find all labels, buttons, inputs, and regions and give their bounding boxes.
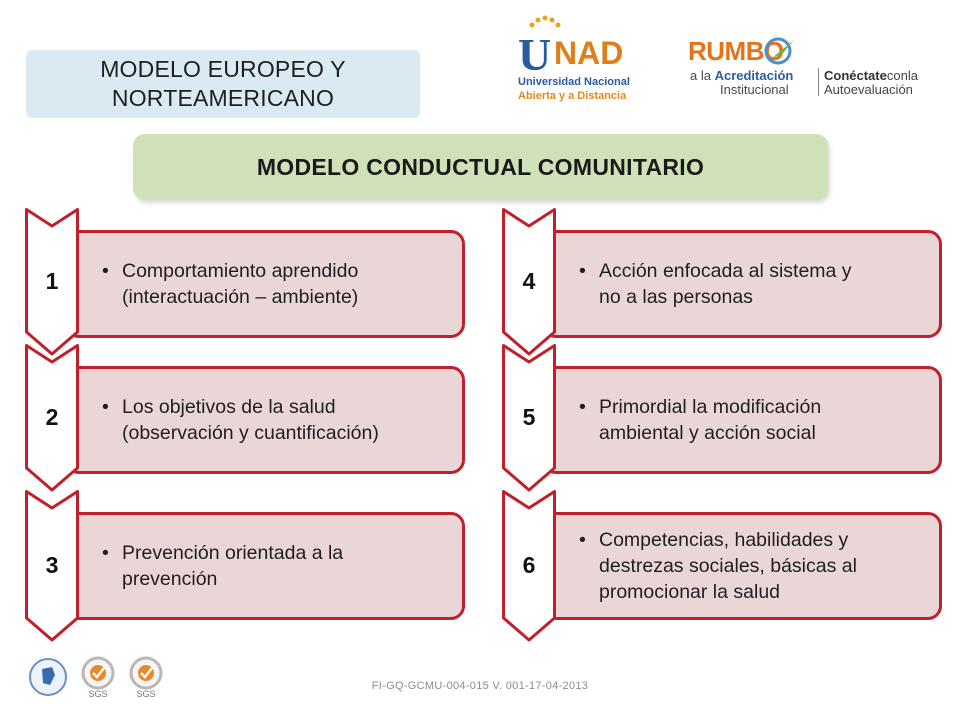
step-text-box [65, 230, 465, 338]
step-bullet-list [102, 394, 379, 446]
step-bullet [579, 527, 857, 605]
step-item-4 [502, 208, 942, 316]
step-text-box [65, 512, 465, 620]
step-number: 3 [45, 552, 59, 578]
step-text-box [65, 366, 465, 474]
sgs-label-1: SGS [88, 689, 108, 699]
rumbo-right2: Autoevaluación [824, 82, 913, 97]
step-number: 4 [522, 268, 536, 294]
step-text-line: destrezas sociales, básicas al [599, 555, 857, 577]
step-bullet-list [579, 394, 821, 446]
step-item-3 [25, 490, 465, 598]
step-text-line: ambiental y acción social [599, 422, 816, 444]
step-text-line: • Competencias, habilidades y [599, 529, 849, 551]
unad-line2: Abierta y a Distancia [518, 90, 627, 102]
step-item-1 [25, 208, 465, 316]
step-text-box [542, 366, 942, 474]
step-bullet-list [579, 258, 852, 310]
step-bullet [102, 258, 358, 310]
unad-line1: Universidad Nacional [518, 76, 630, 88]
step-bullet [579, 394, 821, 446]
step-text-box [542, 512, 942, 620]
rumbo-line1 [690, 68, 793, 83]
step-bullet-list [102, 540, 343, 592]
rumbo-word: RUMBO [688, 36, 784, 66]
step-number: 6 [522, 552, 536, 578]
step-text-box [542, 230, 942, 338]
step-text-line: (interactuación – ambiente) [122, 286, 359, 308]
step-number: 1 [45, 268, 59, 294]
step-text-line: • Acción enfocada al sistema y [599, 260, 852, 282]
step-text-line: promocionar la salud [599, 581, 781, 603]
compass-icon [764, 36, 800, 66]
svg-text:NAD: NAD [554, 35, 624, 71]
unad-logo [518, 14, 638, 106]
step-number: 5 [522, 404, 536, 430]
step-text-line: • Los objetivos de la salud [122, 396, 336, 418]
main-banner: MODELO CONDUCTUAL COMUNITARIO [133, 134, 828, 200]
section-title-line1: MODELO EUROPEO Y [100, 56, 346, 82]
step-text-line: prevención [122, 568, 218, 590]
step-bullet-list [102, 258, 358, 310]
sgs-cert-icon-2 [126, 655, 166, 699]
colombia-seal-icon [28, 655, 68, 699]
step-bullet [579, 258, 852, 310]
step-text-line: • Primordial la modificación [599, 396, 822, 418]
rumbo-right1-bold: Conéctate [824, 68, 887, 83]
rumbo-logo [688, 36, 928, 98]
rumbo-right1 [824, 68, 918, 83]
rumbo-divider [818, 68, 819, 96]
footer-code: FI-GQ-GCMU-004-015 V. 001-17-04-2013 [371, 680, 589, 692]
step-item-6 [502, 490, 942, 603]
step-text-line: (observación y cuantificación) [122, 422, 379, 444]
rumbo-line2: Institucional [720, 82, 789, 97]
step-bullet [102, 540, 343, 592]
step-bullet-list [579, 527, 857, 605]
rumbo-right1-rest: conla [886, 68, 918, 83]
sgs-cert-icon-1 [78, 655, 118, 699]
step-bullet [102, 394, 379, 446]
step-text-line: no a las personas [599, 286, 753, 308]
rumbo-line1-bold: Acreditación [714, 68, 794, 83]
section-title [26, 50, 420, 118]
svg-text:U: U [518, 29, 552, 76]
step-number: 2 [45, 404, 59, 430]
sgs-label-2: SGS [136, 689, 156, 699]
step-text-line: • Comportamiento aprendido [122, 260, 359, 282]
section-title-line2: NORTEAMERICANO [111, 85, 335, 111]
rumbo-line1-prefix: a la [690, 68, 715, 83]
step-item-2 [25, 344, 465, 452]
step-text-line: • Prevención orientada a la [122, 542, 344, 564]
unad-sun-icon [530, 16, 561, 28]
step-item-5 [502, 344, 942, 452]
